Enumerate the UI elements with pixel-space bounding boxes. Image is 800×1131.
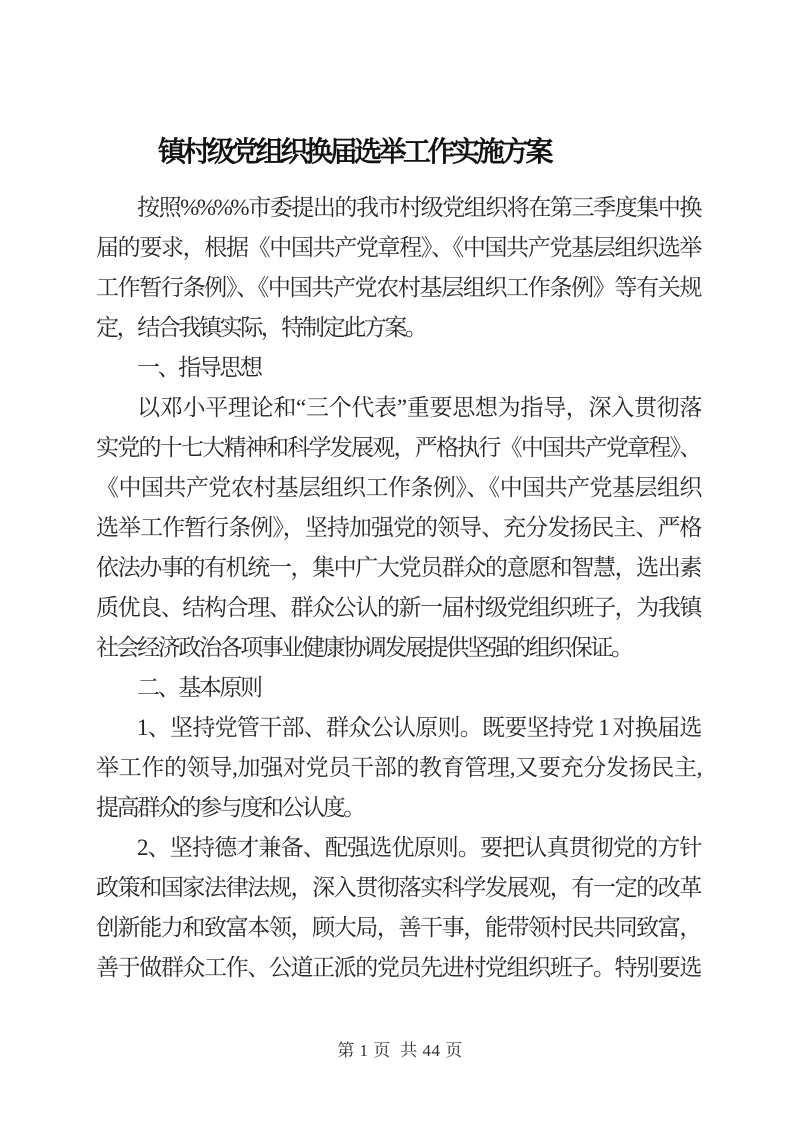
text-line: 二、基本原则 — [137, 675, 261, 700]
page-number: 第 1 页 共 44 页 — [337, 1041, 463, 1060]
text-line: 工作暂行条例》、《中国共产党农村基层组织工作条例》等有关规 — [96, 275, 700, 300]
text-line: 按照%%%%市委提出的我市村级党组织将在第三季度集中换 — [137, 195, 700, 220]
text-line: 提高群众的参与度和公认度。 — [96, 795, 364, 820]
document-title: 镇村级党组织换届选举工作实施方案 — [157, 137, 550, 168]
paragraph — [96, 188, 700, 348]
text-line: 一、指导思想 — [137, 355, 261, 380]
text-line: 选举工作暂行条例》，坚持加强党的领导、充分发扬民主、严格 — [96, 515, 700, 540]
text-line: 举工作的领导,加强对党员干部的教育管理,又要充分发扬民主, — [96, 755, 700, 780]
text-line: 创新能力和致富本领，顾大局，善干事，能带领村民共同致富， — [96, 915, 700, 940]
text-line: 以邓小平理论和“三个代表”重要思想为指导，深入贯彻落 — [137, 395, 700, 420]
text-line: 2、坚持德才兼备、配强选优原则。要把认真贯彻党的方针 — [137, 835, 700, 860]
text-line: 社会经济政治各项事业健康协调发展提供坚强的组织保证。 — [96, 635, 632, 660]
heading — [96, 348, 700, 388]
paragraph — [96, 388, 700, 668]
text-line: 质优良、结构合理、群众公认的新一届村级党组织班子，为我镇 — [96, 595, 700, 620]
text-line: 善于做群众工作、公道正派的党员先进村党组织班子。特别要选 — [96, 955, 700, 980]
text-line: 届的要求，根据《中国共产党章程》、《中国共产党基层组织选举 — [96, 235, 700, 260]
text-line: 1、坚持党管干部、群众公认原则。既要坚持党 1 对换届选 — [137, 715, 700, 740]
text-line: 政策和国家法律法规，深入贯彻落实科学发展观，有一定的改革 — [96, 875, 700, 900]
text-line: 定，结合我镇实际，特制定此方案。 — [96, 315, 426, 340]
text-line: 《中国共产党农村基层组织工作条例》、《中国共产党基层组织 — [96, 475, 700, 500]
text-line: 依法办事的有机统一，集中广大党员群众的意愿和智慧，选出素 — [96, 555, 700, 580]
paragraph — [96, 828, 700, 988]
text-line: 实党的十七大精神和科学发展观，严格执行《中国共产党章程》、 — [96, 435, 700, 460]
heading — [96, 668, 700, 708]
document-body — [96, 188, 700, 988]
paragraph — [96, 708, 700, 828]
